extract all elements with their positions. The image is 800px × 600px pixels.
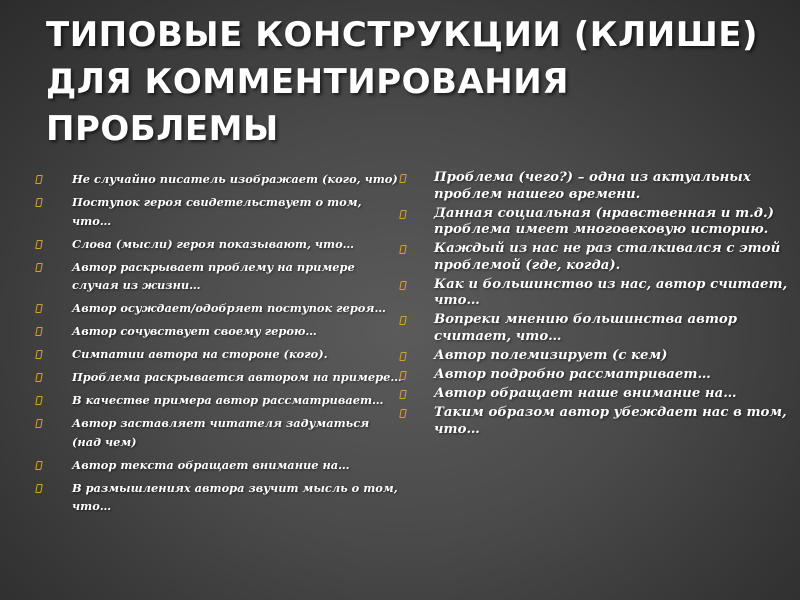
- list-item: [396, 312, 791, 345]
- bullet-icon: [399, 390, 407, 399]
- bullet-icon: [399, 281, 407, 290]
- list-item-text: Автор обращает наше внимание на…: [434, 386, 737, 402]
- list-item: [32, 299, 402, 318]
- bullet-icon: [35, 263, 43, 272]
- bullet-icon: [35, 461, 43, 470]
- list-item-text: Автор текста обращает внимание на…: [72, 457, 350, 472]
- list-item: [396, 367, 791, 384]
- list-item: [32, 258, 402, 295]
- list-item-text: Вопреки мнению большинства автор считает, что…: [434, 312, 738, 344]
- bullet-icon: [399, 409, 407, 418]
- list-item-text: В качестве примера автор рассматривает…: [72, 393, 384, 407]
- bullet-icon: [399, 174, 407, 183]
- bullet-icon: [35, 484, 43, 493]
- list-item: [32, 170, 402, 189]
- bullet-icon: [35, 327, 43, 336]
- list-item: [32, 391, 402, 410]
- list-item: [32, 368, 402, 387]
- list-item-text: Автор подробно рассматривает…: [434, 367, 711, 383]
- list-item: [396, 348, 791, 365]
- list-item-text: Автор полемизирует (с кем): [434, 347, 668, 363]
- list-item: [32, 193, 402, 230]
- bullet-icon: [399, 210, 407, 219]
- list-item-text: Проблема раскрывается автором на примере…: [72, 370, 402, 384]
- bullet-icon: [35, 373, 43, 382]
- list-item: [32, 414, 402, 451]
- bullet-icon: [35, 198, 43, 207]
- list-item-text: Данная социальная (нравственная и т.д.) проблема имеет многовековую историю.: [434, 205, 774, 238]
- list-item: [32, 456, 402, 475]
- list-item: [396, 386, 791, 403]
- bullet-icon: [399, 316, 407, 325]
- bullet-icon: [35, 350, 43, 359]
- list-item-text: Проблема (чего?) – одна из актуальных проблем нашего времени.: [434, 170, 751, 202]
- list-item-text: Таким образом автор убеждает нас в том, что…: [434, 405, 787, 437]
- bullet-icon: [399, 371, 407, 380]
- bullet-icon: [35, 396, 43, 405]
- bullet-icon: [35, 175, 43, 184]
- list-item: [396, 206, 791, 239]
- list-item-text: Поступок героя свидетельствует о том, что…: [72, 195, 362, 228]
- slide-title: ТИПОВЫЕ КОНСТРУКЦИИ (КЛИШЕ) ДЛЯ КОММЕНТИРОВАНИЯ ПРОБЛЕМЫ: [46, 15, 759, 149]
- list-item: [32, 345, 402, 364]
- list-item-text: Симпатии автора на стороне (кого).: [72, 347, 328, 361]
- list-item: [32, 235, 402, 254]
- bullet-icon: [35, 240, 43, 249]
- list-item: [396, 241, 791, 274]
- list-item: [396, 405, 791, 438]
- list-item-text: Автор заставляет читателя задуматься (над чем): [72, 416, 370, 449]
- bullet-icon: [399, 245, 407, 254]
- list-item: [32, 322, 402, 341]
- bullet-icon: [35, 419, 43, 428]
- list-item-text: Каждый из нас не раз сталкивался с этой проблемой (где, когда).: [434, 241, 781, 273]
- list-item-text: Слова (мысли) героя показывают, что…: [72, 236, 355, 251]
- left-column-list: [32, 170, 402, 520]
- list-item-text: Автор осуждает/одобряет поступок героя…: [72, 301, 386, 315]
- bullet-icon: [35, 304, 43, 313]
- list-item-text: Как и большинство из нас, автор считает, что…: [434, 276, 788, 309]
- list-item-text: Автор сочувствует своему герою…: [72, 324, 317, 338]
- right-column-list: [396, 170, 791, 441]
- list-item: [32, 479, 402, 516]
- list-item: [396, 170, 791, 203]
- list-item-text: Автор раскрывает проблему на примере случая из жизни…: [72, 259, 355, 292]
- list-item: [396, 277, 791, 310]
- list-item-text: В размышлениях автора звучит мысль о том, что…: [72, 480, 398, 513]
- bullet-icon: [399, 352, 407, 361]
- list-item-text: Не случайно писатель изображает (кого, что): [72, 172, 398, 186]
